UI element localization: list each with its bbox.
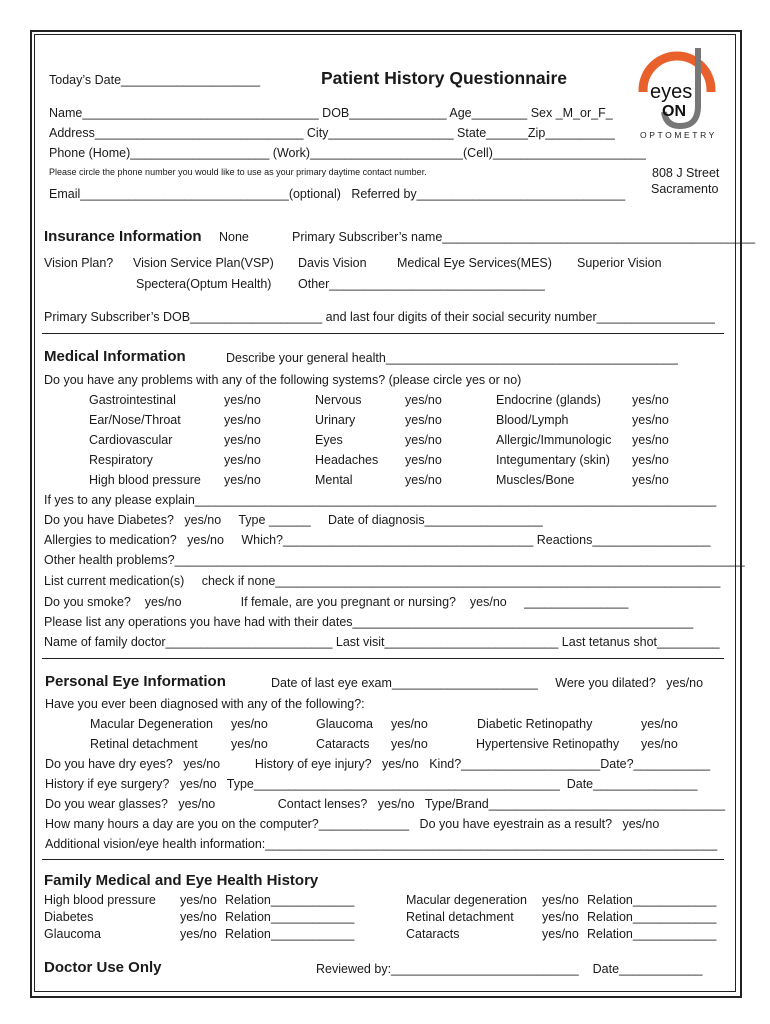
- other-plan-field[interactable]: Other_______________________________: [298, 277, 545, 291]
- yes-no-option[interactable]: yes/no: [224, 473, 261, 487]
- other-health-problems-field[interactable]: Other health problems?__________________________________________________________________________________: [44, 553, 745, 567]
- yes-no-option[interactable]: yes/no: [632, 433, 669, 447]
- eye-condition-item: Cataracts: [316, 737, 370, 751]
- yes-no-option[interactable]: yes/no: [224, 413, 261, 427]
- eye-condition-item: Retinal detachment: [90, 737, 198, 751]
- family-condition: High blood pressure: [44, 893, 156, 907]
- yes-no-option[interactable]: yes/no: [632, 453, 669, 467]
- clinic-address-street: 808 J Street: [652, 166, 720, 180]
- yes-no-option[interactable]: yes/no: [405, 433, 442, 447]
- system-item: Muscles/Bone: [496, 473, 575, 487]
- yes-no-option[interactable]: yes/no: [405, 393, 442, 407]
- section-divider: [42, 859, 724, 860]
- yes-no-option[interactable]: yes/no: [542, 893, 579, 907]
- family-condition: Glaucoma: [44, 927, 101, 941]
- yes-no-option[interactable]: yes/no: [180, 927, 217, 941]
- family-condition: Macular degeneration: [406, 893, 527, 907]
- yes-no-option[interactable]: yes/no: [641, 717, 678, 731]
- yes-no-option[interactable]: yes/no: [542, 927, 579, 941]
- yes-no-option[interactable]: yes/no: [391, 717, 428, 731]
- insurance-heading: Insurance Information: [44, 228, 202, 245]
- yes-no-option[interactable]: yes/no: [180, 893, 217, 907]
- section-divider: [42, 333, 724, 334]
- reviewed-by-date-field[interactable]: Reviewed by:___________________________ Date____________: [316, 962, 703, 976]
- glasses-contacts-field[interactable]: Do you wear glasses? yes/no Contact lenses? yes/no Type/Brand__________________________________: [45, 797, 726, 811]
- eye-condition-item: Glaucoma: [316, 717, 373, 731]
- eye-condition-item: Hypertensive Retinopathy: [476, 737, 620, 751]
- yes-no-option[interactable]: yes/no: [224, 393, 261, 407]
- system-item: High blood pressure: [89, 473, 201, 487]
- general-health-field[interactable]: Describe your general health__________________________________________: [226, 351, 678, 365]
- eye-diagnosed-question: Have you ever been diagnosed with any of the following?:: [45, 697, 365, 711]
- doctor-use-heading: Doctor Use Only: [44, 959, 162, 976]
- phone-fields[interactable]: Phone (Home)____________________ (Work)______________________(Cell)______________________: [49, 146, 646, 160]
- smoke-pregnant-field[interactable]: Do you smoke? yes/no If female, are you pregnant or nursing? yes/no _______________: [44, 595, 629, 609]
- family-condition: Retinal detachment: [406, 910, 514, 924]
- yes-no-option[interactable]: yes/no: [542, 910, 579, 924]
- system-item: Endocrine (glands): [496, 393, 601, 407]
- system-item: Ear/Nose/Throat: [89, 413, 181, 427]
- system-item: Cardiovascular: [89, 433, 173, 447]
- subscriber-dob-ssn-field[interactable]: Primary Subscriber’s DOB___________________ and last four digits of their social security number_________________: [44, 310, 715, 324]
- yes-no-option[interactable]: yes/no: [405, 413, 442, 427]
- explain-field[interactable]: If yes to any please explain___________________________________________________________________________: [44, 493, 717, 507]
- family-condition: Diabetes: [44, 910, 94, 924]
- relation-field[interactable]: Relation____________: [225, 910, 355, 924]
- vision-plan-label: Vision Plan?: [44, 256, 114, 270]
- family-doctor-field[interactable]: Name of family doctor________________________ Last visit_________________________ Last tetanus shot_________: [44, 635, 720, 649]
- system-item: Respiratory: [89, 453, 153, 467]
- system-item: Allergic/Immunologic: [496, 433, 612, 447]
- logo-optometry-text: OPTOMETRY: [640, 130, 717, 140]
- relation-field[interactable]: Relation____________: [225, 893, 355, 907]
- vsp-option[interactable]: Vision Service Plan(VSP): [133, 256, 274, 270]
- eye-info-heading: Personal Eye Information: [45, 673, 226, 690]
- davis-vision-option[interactable]: Davis Vision: [298, 256, 367, 270]
- family-history-heading: Family Medical and Eye Health History: [44, 872, 319, 889]
- yes-no-option[interactable]: yes/no: [641, 737, 678, 751]
- system-item: Gastrointestinal: [89, 393, 176, 407]
- relation-field[interactable]: Relation____________: [587, 893, 717, 907]
- computer-hours-field[interactable]: How many hours a day are you on the computer?_____________ Do you have eyestrain as a result? yes/no: [45, 817, 660, 831]
- system-item: Urinary: [315, 413, 356, 427]
- system-item: Headaches: [315, 453, 379, 467]
- insurance-none-option[interactable]: None: [219, 230, 249, 244]
- section-divider: [42, 658, 724, 659]
- yes-no-option[interactable]: yes/no: [632, 393, 669, 407]
- address-city-state-zip-field[interactable]: Address______________________________ City__________________ State______Zip__________: [49, 126, 615, 140]
- logo-eyes-text: eyes: [650, 81, 693, 103]
- relation-field[interactable]: Relation____________: [225, 927, 355, 941]
- yes-no-option[interactable]: yes/no: [405, 453, 442, 467]
- system-item: Integumentary (skin): [496, 453, 610, 467]
- phone-note: Please circle the phone number you would like to use as your primary daytime contact number.: [49, 167, 427, 177]
- yes-no-option[interactable]: yes/no: [180, 910, 217, 924]
- operations-field[interactable]: Please list any operations you have had with their dates_________________________________________________: [44, 615, 694, 629]
- additional-eye-info-field[interactable]: Additional vision/eye health information:_________________________________________________________________: [45, 837, 718, 851]
- eyes-on-j-logo: [636, 44, 728, 142]
- clinic-address-city: Sacramento: [651, 182, 719, 196]
- allergies-field[interactable]: Allergies to medication? yes/no Which?____________________________________ Reactions_________________: [44, 533, 711, 547]
- primary-subscriber-name-field[interactable]: Primary Subscriber’s name_____________________________________________: [292, 230, 756, 244]
- system-item: Nervous: [315, 393, 362, 407]
- eye-condition-item: Diabetic Retinopathy: [477, 717, 593, 731]
- name-dob-age-sex-field[interactable]: Name__________________________________ DOB______________ Age________ Sex _M_or_F_: [49, 106, 613, 120]
- systems-question: Do you have any problems with any of the following systems? (please circle yes or no): [44, 373, 522, 387]
- system-item: Blood/Lymph: [496, 413, 569, 427]
- yes-no-option[interactable]: yes/no: [231, 717, 268, 731]
- superior-vision-option[interactable]: Superior Vision: [577, 256, 662, 270]
- yes-no-option[interactable]: yes/no: [231, 737, 268, 751]
- yes-no-option[interactable]: yes/no: [224, 433, 261, 447]
- diabetes-field[interactable]: Do you have Diabetes? yes/no Type ______ Date of diagnosis_________________: [44, 513, 543, 527]
- email-referred-field[interactable]: Email______________________________(optional) Referred by______________________________: [49, 187, 626, 201]
- page-title: Patient History Questionnaire: [321, 68, 568, 88]
- system-item: Mental: [315, 473, 353, 487]
- mes-option[interactable]: Medical Eye Services(MES): [397, 256, 552, 270]
- last-eye-exam-field[interactable]: Date of last eye exam_____________________ Were you dilated? yes/no: [271, 676, 704, 690]
- eye-condition-item: Macular Degeneration: [90, 717, 213, 731]
- relation-field[interactable]: Relation____________: [587, 910, 717, 924]
- yes-no-option[interactable]: yes/no: [632, 473, 669, 487]
- medical-heading: Medical Information: [44, 348, 186, 365]
- dry-eyes-injury-field[interactable]: Do you have dry eyes? yes/no History of eye injury? yes/no Kind?____________________Date?___________: [45, 757, 711, 771]
- todays-date-field[interactable]: Today’s Date____________________: [49, 73, 261, 87]
- relation-field[interactable]: Relation____________: [587, 927, 717, 941]
- system-item: Eyes: [315, 433, 343, 447]
- spectera-option[interactable]: Spectera(Optum Health): [136, 277, 272, 291]
- yes-no-option[interactable]: yes/no: [632, 413, 669, 427]
- medications-field[interactable]: List current medication(s) check if none________________________________________________________________: [44, 574, 721, 588]
- yes-no-option[interactable]: yes/no: [405, 473, 442, 487]
- family-condition: Cataracts: [406, 927, 460, 941]
- logo-on-text: ON: [662, 103, 686, 120]
- eye-surgery-field[interactable]: History if eye surgery? yes/no Type____________________________________________ Date_______________: [45, 777, 698, 791]
- yes-no-option[interactable]: yes/no: [224, 453, 261, 467]
- yes-no-option[interactable]: yes/no: [391, 737, 428, 751]
